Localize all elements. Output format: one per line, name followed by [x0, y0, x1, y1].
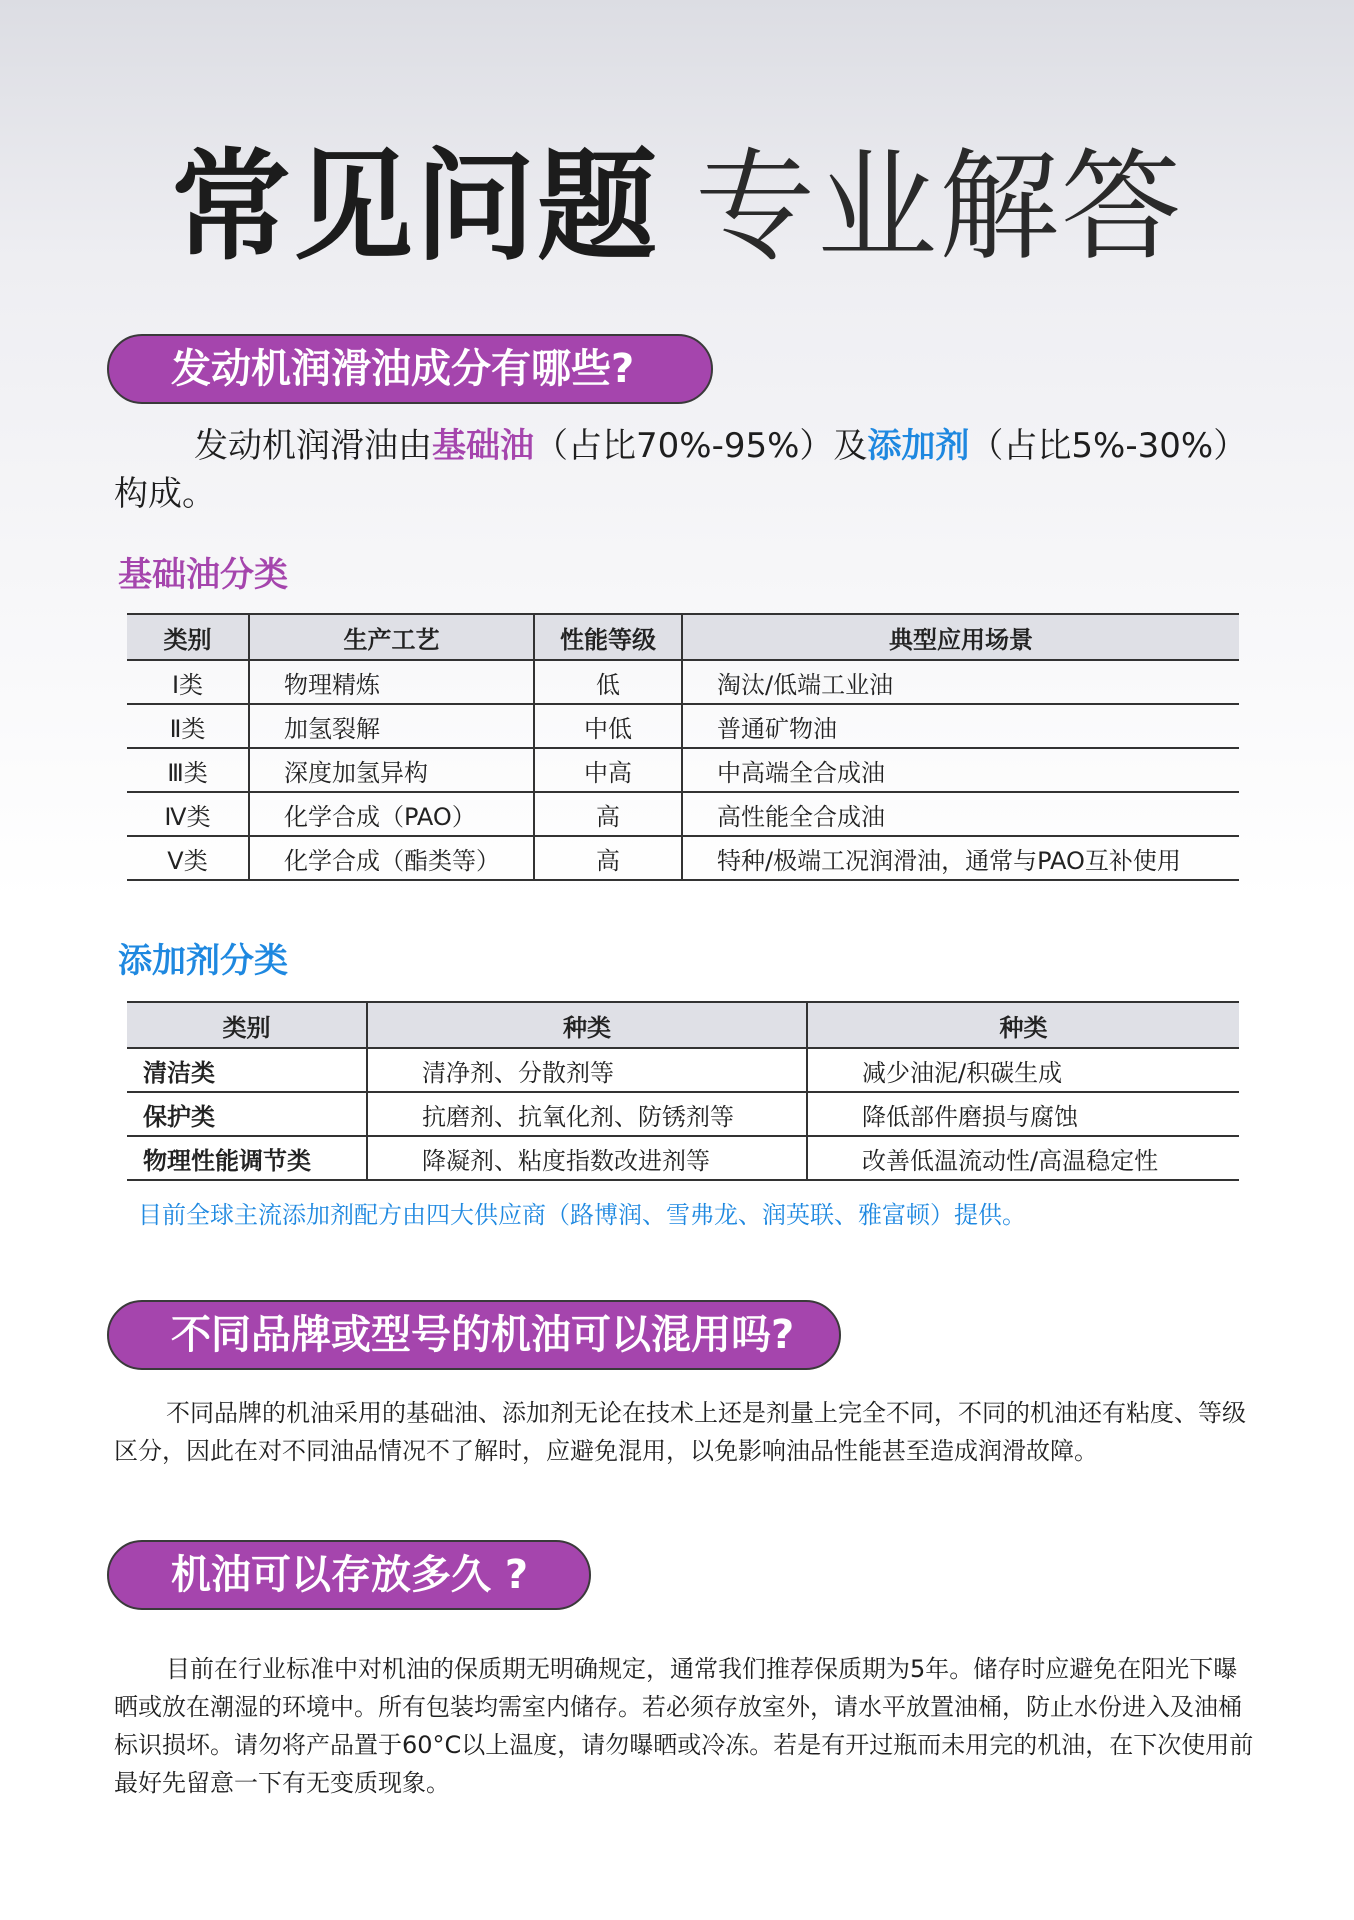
table-cell: 中低 [534, 704, 682, 748]
table-cell: 高性能全合成油 [682, 792, 1239, 836]
table-cell: 加氢裂解 [249, 704, 534, 748]
table-header-row [127, 614, 1239, 660]
page-title [0, 138, 1354, 278]
table-cell: Ⅳ类 [127, 792, 249, 836]
table-cell: 抗磨剂、抗氧化剂、防锈剂等 [367, 1092, 807, 1136]
table-row [127, 1136, 1239, 1180]
table-cell: 降凝剂、粘度指数改进剂等 [367, 1136, 807, 1180]
intro-text-3: （占比5%-30%） [969, 426, 1248, 466]
table-row [127, 792, 1239, 836]
table-cell: 特种/极端工况润滑油，通常与PAO互补使用 [682, 836, 1239, 880]
table-row [127, 1048, 1239, 1092]
question-heading-storage: 机油可以存放多久 ? [107, 1540, 591, 1610]
table-row [127, 660, 1239, 704]
table-cell: 物理性能调节类 [127, 1136, 367, 1180]
column-header: 典型应用场景 [682, 614, 1239, 660]
table-cell: Ⅲ类 [127, 748, 249, 792]
additive-highlight: 添加剂 [867, 426, 970, 466]
table-cell: 低 [534, 660, 682, 704]
table-cell: Ⅱ类 [127, 704, 249, 748]
table-cell: 降低部件磨损与腐蚀 [807, 1092, 1239, 1136]
column-header: 性能等级 [534, 614, 682, 660]
answer-line: 区分，因此在对不同油品情况不了解时，应避免混用，以免影响油品性能甚至造成润滑故障。 [114, 1437, 1098, 1465]
table-cell: 深度加氢异构 [249, 748, 534, 792]
mixing-answer [114, 1394, 1284, 1470]
additive-table [127, 1001, 1239, 1181]
table-row [127, 704, 1239, 748]
table-cell: 中高 [534, 748, 682, 792]
table-row [127, 1092, 1239, 1136]
intro-text-1: 发动机润滑油由 [194, 426, 432, 466]
table-cell: 物理精炼 [249, 660, 534, 704]
answer-line: 目前在行业标准中对机油的保质期无明确规定，通常我们推荐保质期为5年。储存时应避免在阳光下曝 [166, 1655, 1238, 1683]
column-header: 类别 [127, 614, 249, 660]
table-cell: 高 [534, 836, 682, 880]
column-header: 生产工艺 [249, 614, 534, 660]
base-oil-highlight: 基础油 [432, 426, 534, 466]
column-header: 类别 [127, 1002, 367, 1048]
table-row [127, 836, 1239, 880]
answer-line: 晒或放在潮湿的环境中。所有包装均需室内储存。若必须存放室外，请水平放置油桶，防止水份进入及油桶 [114, 1693, 1242, 1721]
table-cell: 普通矿物油 [682, 704, 1239, 748]
table-cell: 高 [534, 792, 682, 836]
composition-intro [114, 422, 1284, 518]
supplier-note: 目前全球主流添加剂配方由四大供应商（路博润、雪弗龙、润英联、雅富顿）提供。 [138, 1201, 1026, 1229]
title-light: 专业解答 [695, 138, 1183, 277]
table-cell: Ⅴ类 [127, 836, 249, 880]
storage-answer [114, 1650, 1284, 1802]
title-bold: 常见问题 [171, 138, 659, 277]
table-row [127, 748, 1239, 792]
table-cell: 保护类 [127, 1092, 367, 1136]
table-cell: 化学合成（PAO） [249, 792, 534, 836]
question-heading-mixing: 不同品牌或型号的机油可以混用吗? [107, 1300, 841, 1370]
table-cell: 清净剂、分散剂等 [367, 1048, 807, 1092]
answer-line: 不同品牌的机油采用的基础油、添加剂无论在技术上还是剂量上完全不同，不同的机油还有粘度、等级 [166, 1399, 1246, 1427]
column-header: 种类 [807, 1002, 1239, 1048]
table-cell: 中高端全合成油 [682, 748, 1239, 792]
answer-line: 标识损坏。请勿将产品置于60°C以上温度，请勿曝晒或冷冻。若是有开过瓶而未用完的机油，在下次使用前 [114, 1731, 1254, 1759]
table-cell: 清洁类 [127, 1048, 367, 1092]
intro-text-2: （占比70%-95%）及 [534, 426, 868, 466]
table-cell: 淘汰/低端工业油 [682, 660, 1239, 704]
base-oil-table [127, 613, 1239, 881]
base-oil-section-title: 基础油分类 [118, 555, 288, 595]
table-cell: 改善低温流动性/高温稳定性 [807, 1136, 1239, 1180]
intro-text-4: 构成。 [114, 474, 216, 514]
table-cell: 减少油泥/积碳生成 [807, 1048, 1239, 1092]
answer-line: 最好先留意一下有无变质现象。 [114, 1769, 450, 1797]
additive-section-title: 添加剂分类 [118, 941, 288, 981]
table-header-row [127, 1002, 1239, 1048]
question-heading-composition: 发动机润滑油成分有哪些? [107, 334, 713, 404]
column-header: 种类 [367, 1002, 807, 1048]
table-cell: Ⅰ类 [127, 660, 249, 704]
table-cell: 化学合成（酯类等） [249, 836, 534, 880]
